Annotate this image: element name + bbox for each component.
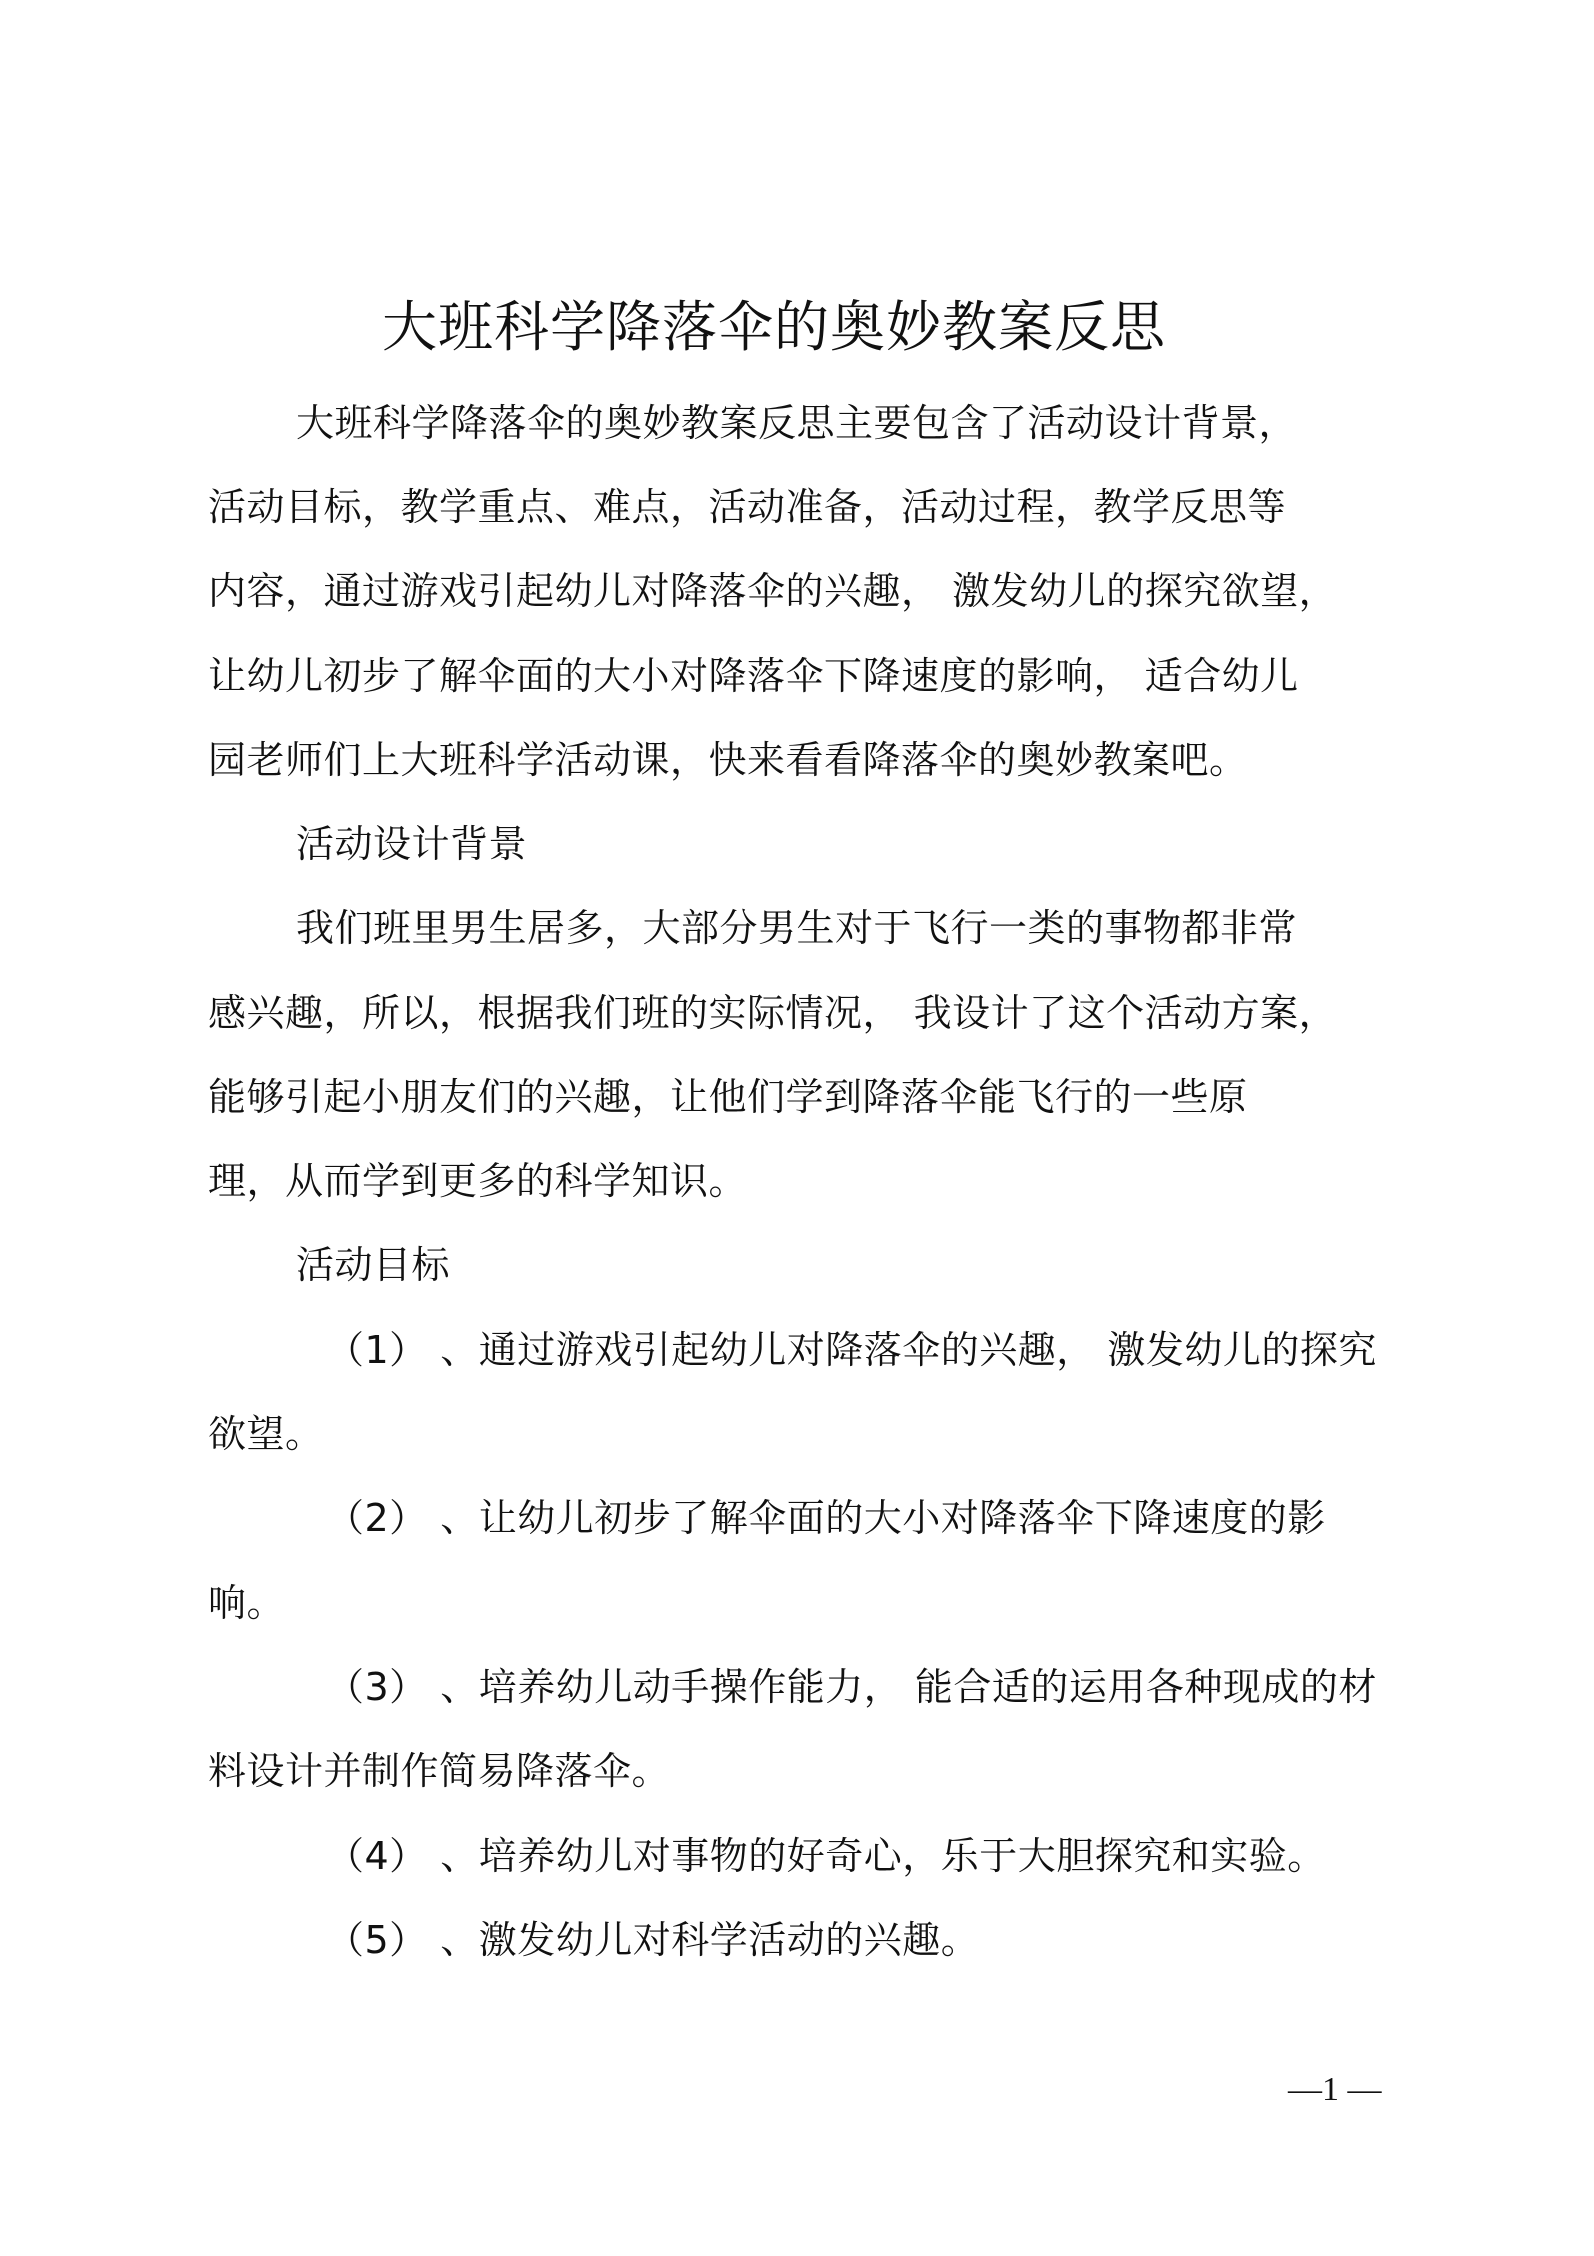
goal-1-line-2: 欲望。 (208, 1412, 324, 1456)
goal-4: （4） 、培养幼儿对事物的好奇心，乐于大胆探究和实验。 (326, 1834, 1326, 1878)
intro-line-4: 让幼儿初步了解伞面的大小对降落伞下降速度的影响， 适合幼儿 (208, 654, 1299, 698)
background-line-1: 我们班里男生居多，大部分男生对于飞行一类的事物都非常 (296, 906, 1298, 950)
goal-3-line-1: （3） 、培养幼儿动手操作能力， 能合适的运用各种现成的材 (326, 1665, 1377, 1709)
background-line-2: 感兴趣，所以，根据我们班的实际情况， 我设计了这个活动方案， (208, 991, 1338, 1035)
page-number: —1 — (1288, 2071, 1382, 2108)
intro-line-2: 活动目标，教学重点、难点，活动准备，活动过程，教学反思等 (208, 485, 1287, 529)
goals-heading: 活动目标 (296, 1243, 451, 1287)
background-line-3: 能够引起小朋友们的兴趣，让他们学到降落伞能飞行的一些原 (208, 1075, 1248, 1119)
intro-line-1: 大班科学降落伞的奥妙教案反思主要包含了活动设计背景， (296, 401, 1298, 445)
document-title: 大班科学降落伞的奥妙教案反思 (382, 295, 1167, 359)
goal-3-line-2: 料设计并制作简易降落伞。 (208, 1749, 671, 1793)
goal-2-line-2: 响。 (208, 1581, 286, 1625)
background-heading: 活动设计背景 (296, 822, 528, 866)
goal-5: （5） 、激发幼儿对科学活动的兴趣。 (326, 1918, 980, 1962)
intro-line-5: 园老师们上大班科学活动课，快来看看降落伞的奥妙教案吧。 (208, 738, 1248, 782)
goal-2-line-1: （2） 、让幼儿初步了解伞面的大小对降落伞下降速度的影 (326, 1496, 1326, 1540)
background-line-4: 理，从而学到更多的科学知识。 (208, 1159, 748, 1203)
goal-1-line-1: （1） 、通过游戏引起幼儿对降落伞的兴趣， 激发幼儿的探究 (326, 1328, 1377, 1372)
intro-line-3: 内容，通过游戏引起幼儿对降落伞的兴趣， 激发幼儿的探究欲望， (208, 569, 1338, 613)
